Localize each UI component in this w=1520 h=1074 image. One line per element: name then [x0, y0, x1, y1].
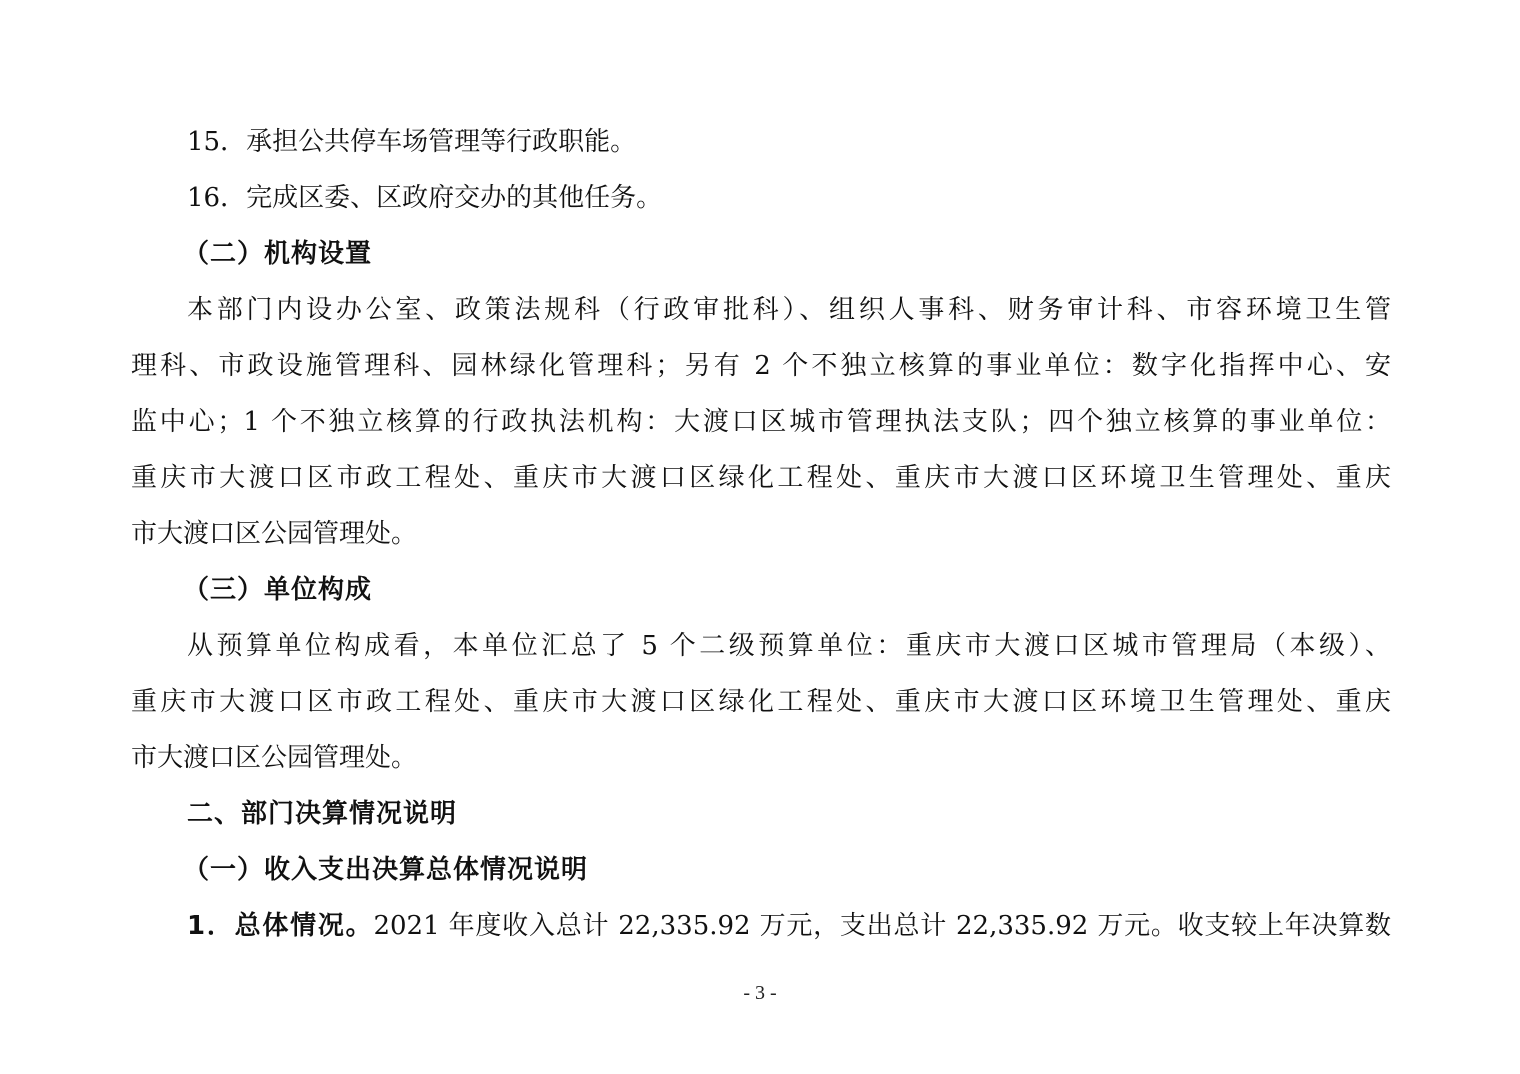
paragraph-line: 重庆市大渡口区市政工程处、重庆市大渡口区绿化工程处、重庆市大渡口区环境卫生管理处、重庆: [131, 463, 1391, 493]
paragraph-line: 理科、市政设施管理科、园林绿化管理科；另有 2 个不独立核算的事业单位：数字化指挥中心、安: [131, 351, 1391, 381]
section-heading-org: （二）机构设置: [183, 239, 373, 269]
paragraph-line: 本部门内设办公室、政策法规科（行政审批科）、组织人事科、财务审计科、市容环境卫生管: [187, 295, 1391, 325]
paragraph-line: 监中心；1 个不独立核算的行政执法机构：大渡口区城市管理执法支队；四个独立核算的事业单位：: [131, 407, 1391, 437]
paragraph-line: 重庆市大渡口区市政工程处、重庆市大渡口区绿化工程处、重庆市大渡口区环境卫生管理处、重庆: [131, 687, 1391, 717]
paragraph-line: 从预算单位构成看，本单位汇总了 5 个二级预算单位：重庆市大渡口区城市管理局（本级）、: [187, 631, 1391, 661]
list-item: 15．承担公共停车场管理等行政职能。: [187, 127, 637, 157]
section-heading-summary: （一）收入支出决算总体情况说明: [183, 855, 589, 885]
paragraph-line: 市大渡口区公园管理处。: [131, 743, 418, 773]
part-two-heading: 二、部门决算情况说明: [187, 799, 458, 829]
summary-text: 2021 年度收入总计 22,335.92 万元，支出总计 22,335.92 万元。收支较上年决算数: [373, 911, 1391, 941]
units-paragraph: [131, 618, 1391, 786]
paragraph-line: 市大渡口区公园管理处。: [131, 519, 418, 549]
summary-paragraph: [131, 898, 1391, 954]
summary-lead: 1．总体情况。: [187, 911, 374, 941]
list-item: 16．完成区委、区政府交办的其他任务。: [187, 183, 663, 213]
org-paragraph: [131, 282, 1391, 562]
section-heading-units: （三）单位构成: [183, 575, 373, 605]
page-number: - 3 -: [743, 982, 777, 1004]
document-body: [131, 114, 1391, 954]
